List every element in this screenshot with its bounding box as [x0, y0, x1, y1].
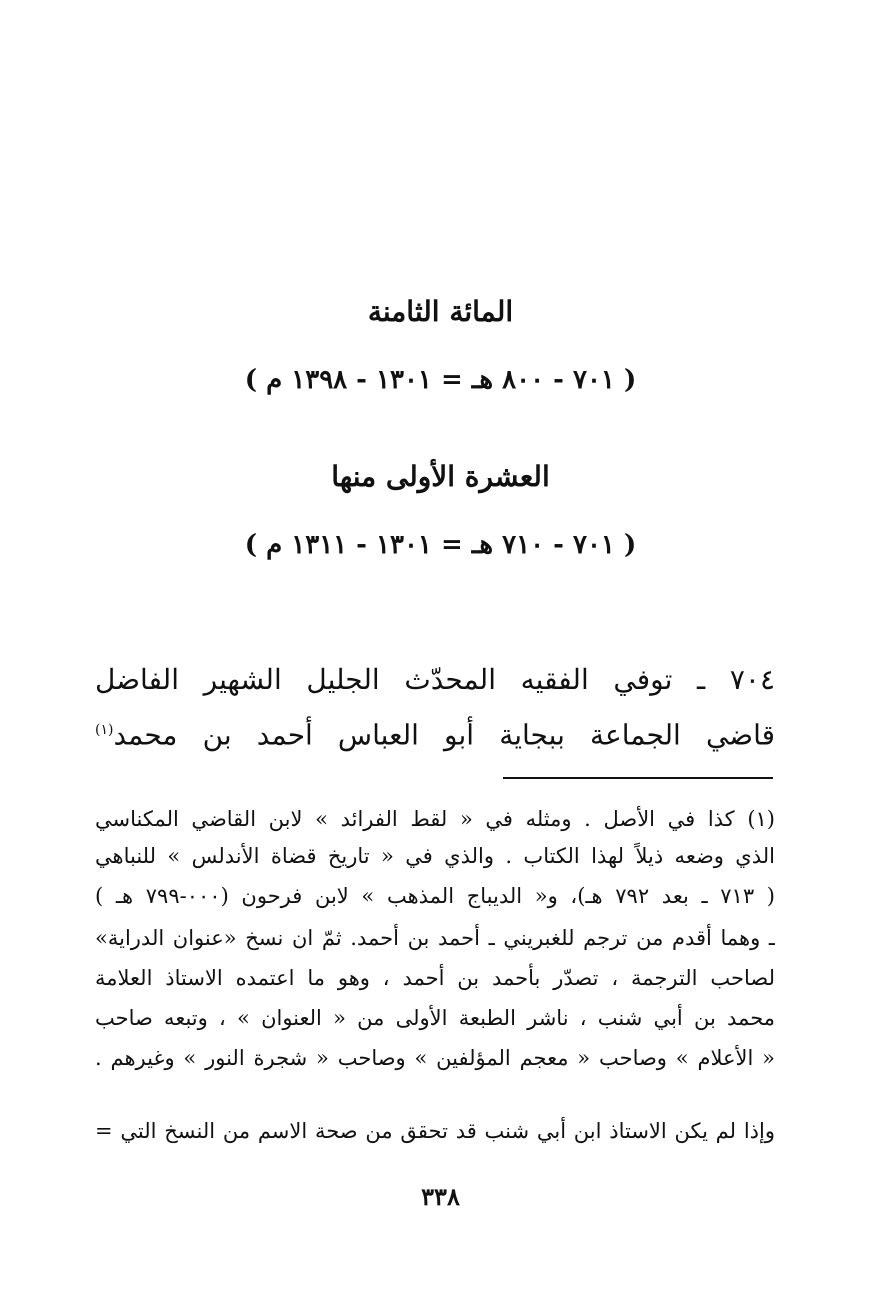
- decade-date-range: ( ٧٠١ - ٧١٠ هـ = ١٣٠١ - ١٣١١ م ): [244, 530, 637, 560]
- footnote-divider: [503, 777, 773, 779]
- footnote-line-6: محمد بن أبي شنب ، ناشر الطبعة الأولى من « العنوان » ، وتبعه صاحب: [95, 1006, 775, 1030]
- entry-line-1: ٧٠٤ ـ توفي الفقيه المحدّث الجليل الشهير الفاضل: [95, 663, 775, 696]
- footnote-line-5: لصاحب الترجمة ، تصدّر بأحمد بن أحمد ، وهو ما اعتمده الاستاذ العلامة: [95, 966, 775, 990]
- footnote-line-4: ـ وهما أقدم من ترجم للغبريني ـ أحمد بن أحمد. ثمّ ان نسخ «عنوان الدراية»: [95, 926, 775, 950]
- footnote-line-3: ( ٧١٣ ـ بعد ٧٩٢ هـ)، و« الديباج المذهب » لابن فرحون (٠٠٠-٧٩٩ هـ ): [95, 884, 775, 908]
- footnote-line-2: الذي وضعه ذيلاً لهذا الكتاب . والذي في « تاريخ قضاة الأندلس » للنباهي: [95, 844, 775, 868]
- entry-line-2-text: قاضي الجماعة ببجاية أبو العباس أحمد بن محمد: [113, 718, 775, 752]
- footnote-marker: (١): [95, 722, 114, 738]
- footnote-line-7: « الأعلام » وصاحب « معجم المؤلفين » وصاحب « شجرة النور » وغيرهم .: [95, 1046, 775, 1070]
- century-title: المائة الثامنة: [367, 295, 514, 328]
- footnote-continuation: وإذا لم يكن الاستاذ ابن أبي شنب قد تحقق من صحة الاسم من النسخ التي =: [95, 1119, 775, 1143]
- page-number: ٣٣٨: [421, 1182, 460, 1211]
- footnote-line-1: (١) كذا في الأصل . ومثله في « لقط الفرائد » لابن القاضي المكناسي: [95, 807, 775, 831]
- century-date-range: ( ٧٠١ - ٨٠٠ هـ = ١٣٠١ - ١٣٩٨ م ): [244, 365, 637, 395]
- decade-title: العشرة الأولى منها: [331, 460, 550, 493]
- entry-line-2: [95, 705, 775, 760]
